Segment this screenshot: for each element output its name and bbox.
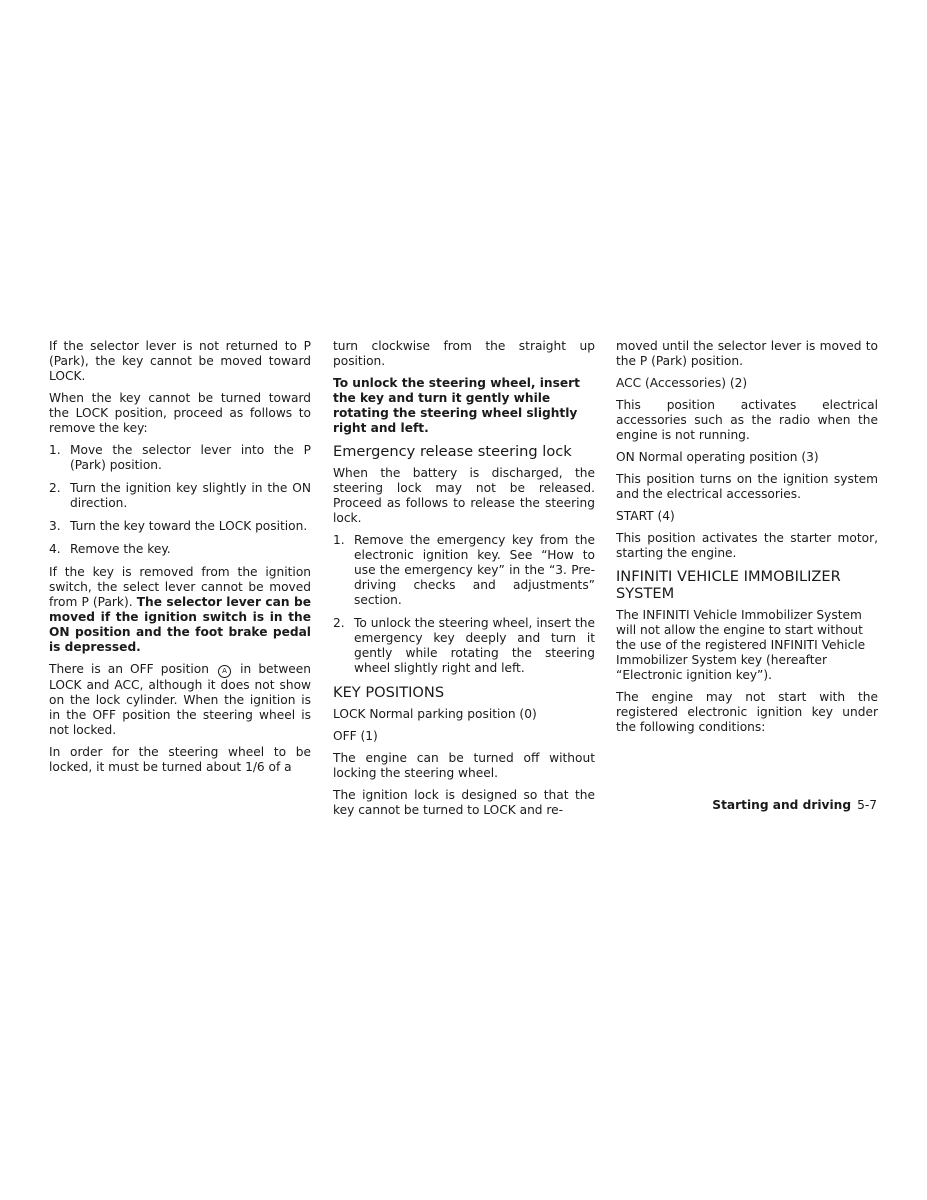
- paragraph: turn clockwise from the straight up position.: [333, 339, 595, 368]
- list-number: 4.: [49, 542, 61, 556]
- list-number: 2.: [333, 616, 345, 630]
- warning-text: The selector lever can be moved if the ignition switch is in the ON position and the foot brake pedal is depressed.: [49, 595, 311, 654]
- list-number: 3.: [49, 519, 61, 533]
- page-number: 5-7: [857, 798, 877, 812]
- list-text: Turn the key toward the LOCK position.: [70, 519, 308, 533]
- callout-a-icon: A: [218, 665, 231, 678]
- paragraph: This position turns on the ignition system and the electrical accessories.: [616, 472, 878, 501]
- warning-text: To unlock the steering wheel, insert the key and turn it gently while rotating the steering wheel slightly right and left.: [333, 376, 580, 435]
- column-middle: [333, 339, 595, 825]
- list-text: Turn the ignition key slightly in the ON direction.: [70, 481, 311, 510]
- paragraph: The engine can be turned off without locking the steering wheel.: [333, 751, 595, 780]
- paragraph: [49, 662, 311, 738]
- list-number: 1.: [333, 533, 345, 547]
- section-heading: KEY POSITIONS: [333, 684, 445, 701]
- text-run: There is an OFF position: [49, 662, 209, 676]
- paragraph: This position activates electrical accessories such as the radio when the engine is not running.: [616, 398, 878, 442]
- paragraph: The engine may not start with the registered electronic ignition key under the following conditions:: [616, 690, 878, 734]
- column-left: [49, 339, 311, 782]
- list-item: [333, 616, 595, 676]
- paragraph: When the key cannot be turned toward the LOCK position, proceed as follows to remove the key:: [49, 391, 311, 435]
- key-position-label: ON Normal operating position (3): [616, 450, 819, 464]
- list-text: Remove the emergency key from the electronic ignition key. See “How to use the emergency key” in the “3. Pre-driving checks and adjustments” section.: [354, 533, 595, 607]
- list-text: To unlock the steering wheel, insert the emergency key deeply and turn it gently while rotating the steering wheel slightly right and left.: [354, 616, 595, 675]
- key-position-label: START (4): [616, 509, 675, 523]
- list-item: [49, 443, 311, 473]
- list-text: Remove the key.: [70, 542, 171, 556]
- text-run: If the key is removed from the ignition switch, the select lever cannot be moved from P (Park).: [49, 565, 311, 609]
- paragraph: The INFINITI Vehicle Immobilizer System will not allow the engine to start without the use of the registered INFINITI Vehicle Immobilizer System key (hereafter “Electronic ignition key”).: [616, 608, 866, 682]
- numbered-list: [49, 443, 311, 557]
- list-item: [333, 533, 595, 608]
- paragraph: The ignition lock is designed so that the key cannot be turned to LOCK and re-: [333, 788, 595, 817]
- list-item: [49, 542, 311, 557]
- list-item: [49, 481, 311, 511]
- column-right: [616, 339, 878, 742]
- section-heading: Emergency release steering lock: [333, 443, 572, 460]
- key-position-label: OFF (1): [333, 729, 378, 743]
- key-position-label: ACC (Accessories) (2): [616, 376, 748, 390]
- paragraph: In order for the steering wheel to be locked, it must be turned about 1/6 of a: [49, 745, 311, 774]
- list-item: [49, 519, 311, 534]
- text-run: in between LOCK and ACC, although it does not show on the lock cylinder. When the ignition is in the OFF position the steering wheel is not locked.: [49, 662, 312, 737]
- paragraph: moved until the selector lever is moved to the P (Park) position.: [616, 339, 878, 368]
- list-number: 1.: [49, 443, 61, 457]
- paragraph: When the battery is discharged, the steering lock may not be released. Proceed as follows to release the steering lock.: [333, 466, 595, 525]
- section-heading: INFINITI VEHICLE IMMOBILIZER SYSTEM: [616, 568, 841, 602]
- numbered-list: [333, 533, 595, 676]
- paragraph: [49, 565, 311, 655]
- key-position-label: LOCK Normal parking position (0): [333, 707, 537, 721]
- list-text: Move the selector lever into the P (Park) position.: [70, 443, 311, 472]
- paragraph: If the selector lever is not returned to P (Park), the key cannot be moved toward LOCK.: [49, 339, 311, 383]
- page-footer: [712, 798, 877, 813]
- footer-section-title: Starting and driving: [712, 798, 852, 812]
- list-number: 2.: [49, 481, 61, 495]
- paragraph: This position activates the starter motor, starting the engine.: [616, 531, 878, 560]
